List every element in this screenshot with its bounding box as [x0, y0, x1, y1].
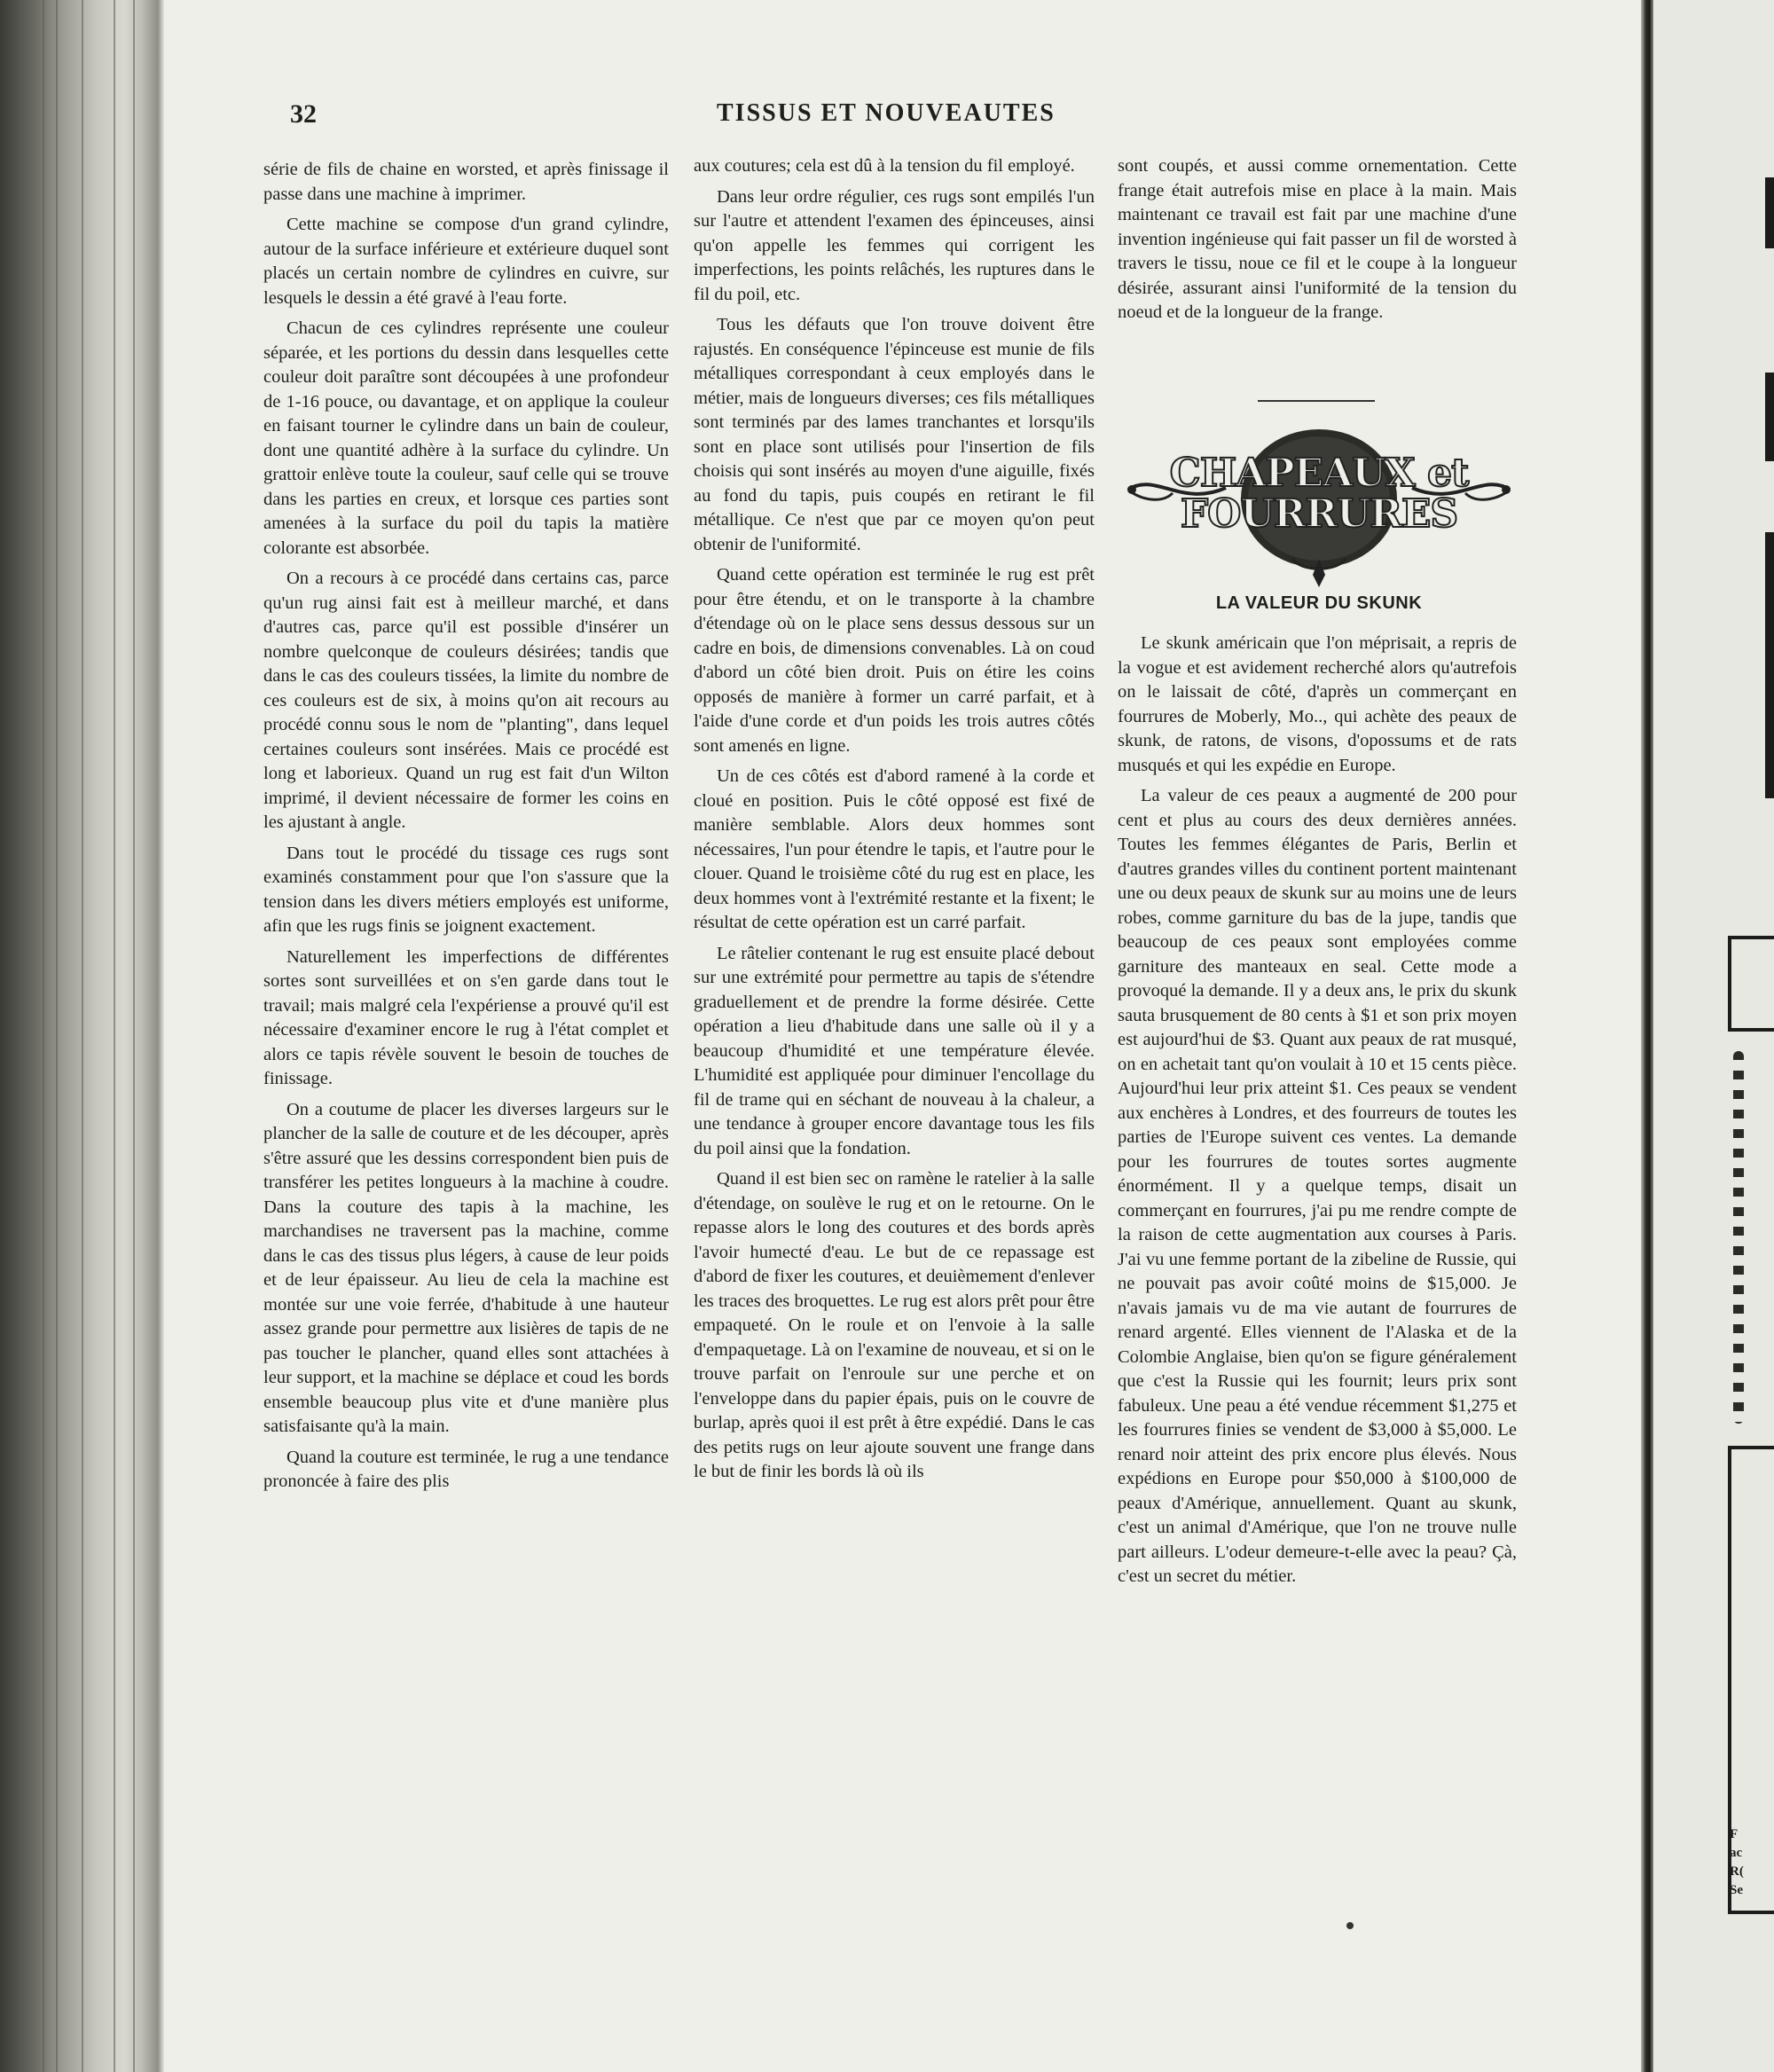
next-page-mark [1765, 532, 1774, 798]
paragraph: La valeur de ces peaux a augmenté de 200 pour cent et plus au cours des deux dernières années. Toutes les femmes élégantes de Paris, Berlin et d'autres grandes villes du continent portent maintenant une ou deux peaux de skunk sur au moins une de leurs robes, comme garniture du bas de la jupe, tandis que beaucoup de ces peaux sont employées comme garniture des manteaux en seal. Cette mode a provoqué la demande. Il y a deux ans, le prix du skunk sauta brusquement de 80 cents à $1 et son prix moyen est aujourd'hui de $3. Quant aux peaux de rat musqué, on en achetait tant qu'on voulait à 10 et 15 cents pièce. Aujourd'hui leur prix atteint $1. Ces peaux se vendent aux enchères à Londres, et des fourreurs de toutes les parties de l'Europe suivent ces ventes. La demande pour les fourrures de toutes sortes augmente énormément. Il y a quelque temps, disait un commerçant en fourrures, j'ai pu me rendre compte de la raison de cette augmentation aux courses à Paris. J'ai vu une femme portant de la zibeline de Russie, qui ne pouvait pas avoir coûté moins de $15,000. Je n'avais jamais vu de ma vie autant de fourrures de renard argenté. Elles viennent de l'Alaska et de la Colombie Anglaise, bien qu'on se figure généralement que c'est la Russie qui les fournit; leurs prix sont fabuleux. Une peau a été vendue récemment $1,275 et les fourrures finies se vendent de $3,000 à $5,000. Le renard noir atteint des prix encore plus élevés. Nous expédions en Europe pour $50,000 à $100,000 de peaux d'Amérique, annuellement. Quant au skunk, c'est un animal d'Amérique, que l'on ne trouve nulle part ailleurs. L'odeur demeure-t-elle avec la peau? Çà, c'est un secret du métier. [1118, 786, 1517, 1586]
next-page-fragment: Se [1730, 1883, 1743, 1897]
section-divider [1258, 400, 1375, 402]
printer-dot [1346, 1922, 1354, 1929]
right-gutter [1641, 0, 1653, 2072]
next-page-fragment: ac [1730, 1846, 1743, 1860]
paragraph: sont coupés, et aussi comme ornementation. Cette frange était autrefois mise en place à la main. Mais maintenant ce travail est fait par une machine d'une invention ingénieuse qui fait passer un fil de worsted à travers le tissu, noue ce fil et le coupe à la longueur désirée, assurant ainsi l'uniformité de la tension du noeud et de la longueur de la frange. [1118, 156, 1517, 322]
book-binding [0, 0, 164, 2072]
paragraph: Quand cette opération est terminée le rug est prêt pour être étendu, et on le transporte à la chambre d'étendage où on le place sens dessus dessous sur un cadre en bois, de dimensions convenables. Là on coud d'abord un côté bien droit. Puis on étire les coins opposés de manière à former un carré parfait, et à l'aide d'une corde et d'un poids les trois autres côtés sont amenés en ligne. [694, 565, 1095, 756]
paragraph: aux coutures; cela est dû à la tension du fil employé. [694, 156, 1075, 176]
running-title: TISSUS ET NOUVEAUTES [717, 99, 1056, 127]
column-3-bottom [1118, 632, 1517, 1596]
paragraph: On a coutume de placer les diverses largeurs sur le plancher de la salle de couture et de les découper, après s'être assuré que les dessins correspondent bien puis de transférer les petites longueurs à la machine à coudre. Dans la couture des tapis à la machine, les marchandises ne traversent pas la machine, comme dans le cas des tissus plus légers, à cause de leur poids et de leur épaisseur. Au lieu de cela la machine est montée sur une voie ferrée, d'habitude à une hauteur assez grande pour permettre aux lisières de tapis de ne pas toucher le plancher, quand elles sont attachées à leur support, et la machine se déplace et coud les bords ensemble beaucoup plus vite et d'une manière plus satisfaisante qu'à la main. [263, 1099, 669, 1436]
paragraph: Cette machine se compose d'un grand cylindre, autour de la surface inférieure et extérieure duquel sont placés un certain nombre de cylindres en cuivre, sur lesquels le dessin a été gravé à l'eau forte. [263, 215, 669, 308]
column-2 [694, 154, 1095, 1491]
next-page-mark [1765, 177, 1774, 248]
paragraph: Dans leur ordre régulier, ces rugs sont empilés l'un sur l'autre et attendent l'examen des épinceuses, ainsi qu'on appelle les femmes qui corrigent les imperfections, les points relâchés, les ruptures dans le fil du poil, etc. [694, 186, 1095, 304]
paragraph: On a recours à ce procédé dans certains cas, parce qu'un rug ainsi fait est à meilleur marché, et dans d'autres cas, parce qu'il est possible d'insérer un nombre quelconque de couleurs désirées; tandis que dans le cas des couleurs tissées, la limite du nombre de ces couleurs est de six, à moins qu'on ait recours au procédé connu sous le nom de "planting", dans lequel certaines couleurs sont insérées. Mais ce procédé est long et laborieux. Quand un rug est fait d'un Wilton imprimé, il devient nécessaire de former les coins en les ajustant à angle. [263, 569, 669, 832]
paragraph: Tous les défauts que l'on trouve doivent être rajustés. En conséquence l'épinceuse est munie de fils métalliques correspondant à ceux employés dans le métier, mais de longueurs diverses; ces fils métalliques sont terminés par des lames tranchantes et lorsqu'ils sont en place sont utilisés pour l'insertion de fils choisis qui sont insérés au moyen d'une aiguille, fixés au fond du tapis, puis coupés en retirant le fil métallique. Ce n'est que par ce moyen qu'on peut obtenir de l'uniformité. [694, 315, 1095, 554]
column-3-top [1118, 154, 1517, 332]
paragraph: Quand il est bien sec on ramène le ratelier à la salle d'étendage, on soulève le rug et on le retourne. On le repasse alors le long des coutures et des bords après l'avoir humecté d'eau. Le but de ce repassage est d'abord de fixer les coutures, et deuièmement d'enlever les traces des broquettes. Le rug est alors prêt pour être empaqueté. On le roule et on l'envoie à la salle d'empaquetage. Là on l'examine de nouveau, et si on le trouve parfait on l'enroule sur une perche et on l'enveloppe dans du papier épais, puis on le couvre de burlap, après quoi il est prêt à être expédié. Dans le cas des petits rugs on leur ajoute souvent une frange dans le but de finir les bords là où ils [694, 1169, 1095, 1481]
paragraph: Le râtelier contenant le rug est ensuite placé debout sur une extrémité pour permettre au tapis de s'étendre graduellement et de prendre la forme désirée. Cette opération a lieu d'habitude dans une salle où il y a beaucoup d'humidité et une température élevée. L'humidité est appliquée pour diminuer l'encollage du fil de trame qui en séchant de nouveau à la chaleur, a une tendance à grouper encore davantage tous les fils du poil ainsi que la fondation. [694, 943, 1095, 1158]
next-page-border-ornament [1733, 1051, 1744, 1424]
next-page-box [1728, 936, 1774, 1032]
paragraph: série de fils de chaine en worsted, et après finissage il passe dans une machine à imprimer. [263, 160, 669, 204]
masthead-title-line-1: CHAPEAUX et [1169, 451, 1469, 496]
paragraph: Chacun de ces cylindres représente une couleur séparée, et les portions du dessin dans lesquelles cette couleur doit paraître sont découpées à une profondeur de 1-16 pouce, ou davantage, et on applique la couleur en faisant tourner le cylindre dans un bain de couleur, dont une quantité adhère à la surface du cylindre. Un grattoir enlève toute la couleur, sauf celle qui se trouve dans les parties en creux, et lorsque ces parties sont amenées à la surface du poil du tapis la matière colorante est absorbée. [263, 318, 669, 558]
paragraph: Naturellement les imperfections de différentes sortes sont surveillées et on s'en garde dans tout le travail; mais malgré cela l'expériense a prouvé qu'il est nécessaire d'examiner encore le rug à l'état complet et alors ce tapis révèle souvent le besoin de touches de finissage. [263, 946, 669, 1088]
section-masthead [1119, 426, 1519, 590]
page-number: 32 [290, 99, 317, 129]
paragraph: Le skunk américain que l'on méprisait, a repris de la vogue et est avidement recherché alors qu'autrefois on le laissait de côté, d'après un commerçant en fourrures de Moberly, Mo.., qui achète des peaux de skunk, de ratons, de visons, d'opossums et de rats musqués et qui les expédie en Europe. [1118, 633, 1517, 775]
section-heading: LA VALEUR DU SKUNK [1215, 593, 1423, 613]
paragraph: Quand la couture est terminée, le rug a une tendance prononcée à faire des plis [263, 1447, 669, 1491]
paragraph: Un de ces côtés est d'abord ramené à la corde et cloué en position. Puis le côté opposé est fixé de manière semblable. Alors deux hommes sont nécessaires, l'un pour étendre le tapis, et l'autre pour le clouer. Quand le troisième côté du rug est en place, les deux hommes vont à l'extrémité restante et la fixent; le résultat de cette opération est un carré parfait. [694, 766, 1095, 932]
column-1 [263, 158, 669, 1501]
next-page-edge [1653, 0, 1774, 2072]
next-page-fragment: R( [1730, 1864, 1744, 1879]
masthead-title-line-2: FOURRURES [1180, 491, 1458, 537]
paragraph: Dans tout le procédé du tissage ces rugs sont examinés constamment pour que l'on s'assure que la tension dans les divers métiers employés est uniforme, afin que les rugs finis se joignent exactement. [263, 843, 669, 936]
next-page-fragment: F [1730, 1827, 1739, 1841]
next-page-mark [1765, 373, 1774, 461]
